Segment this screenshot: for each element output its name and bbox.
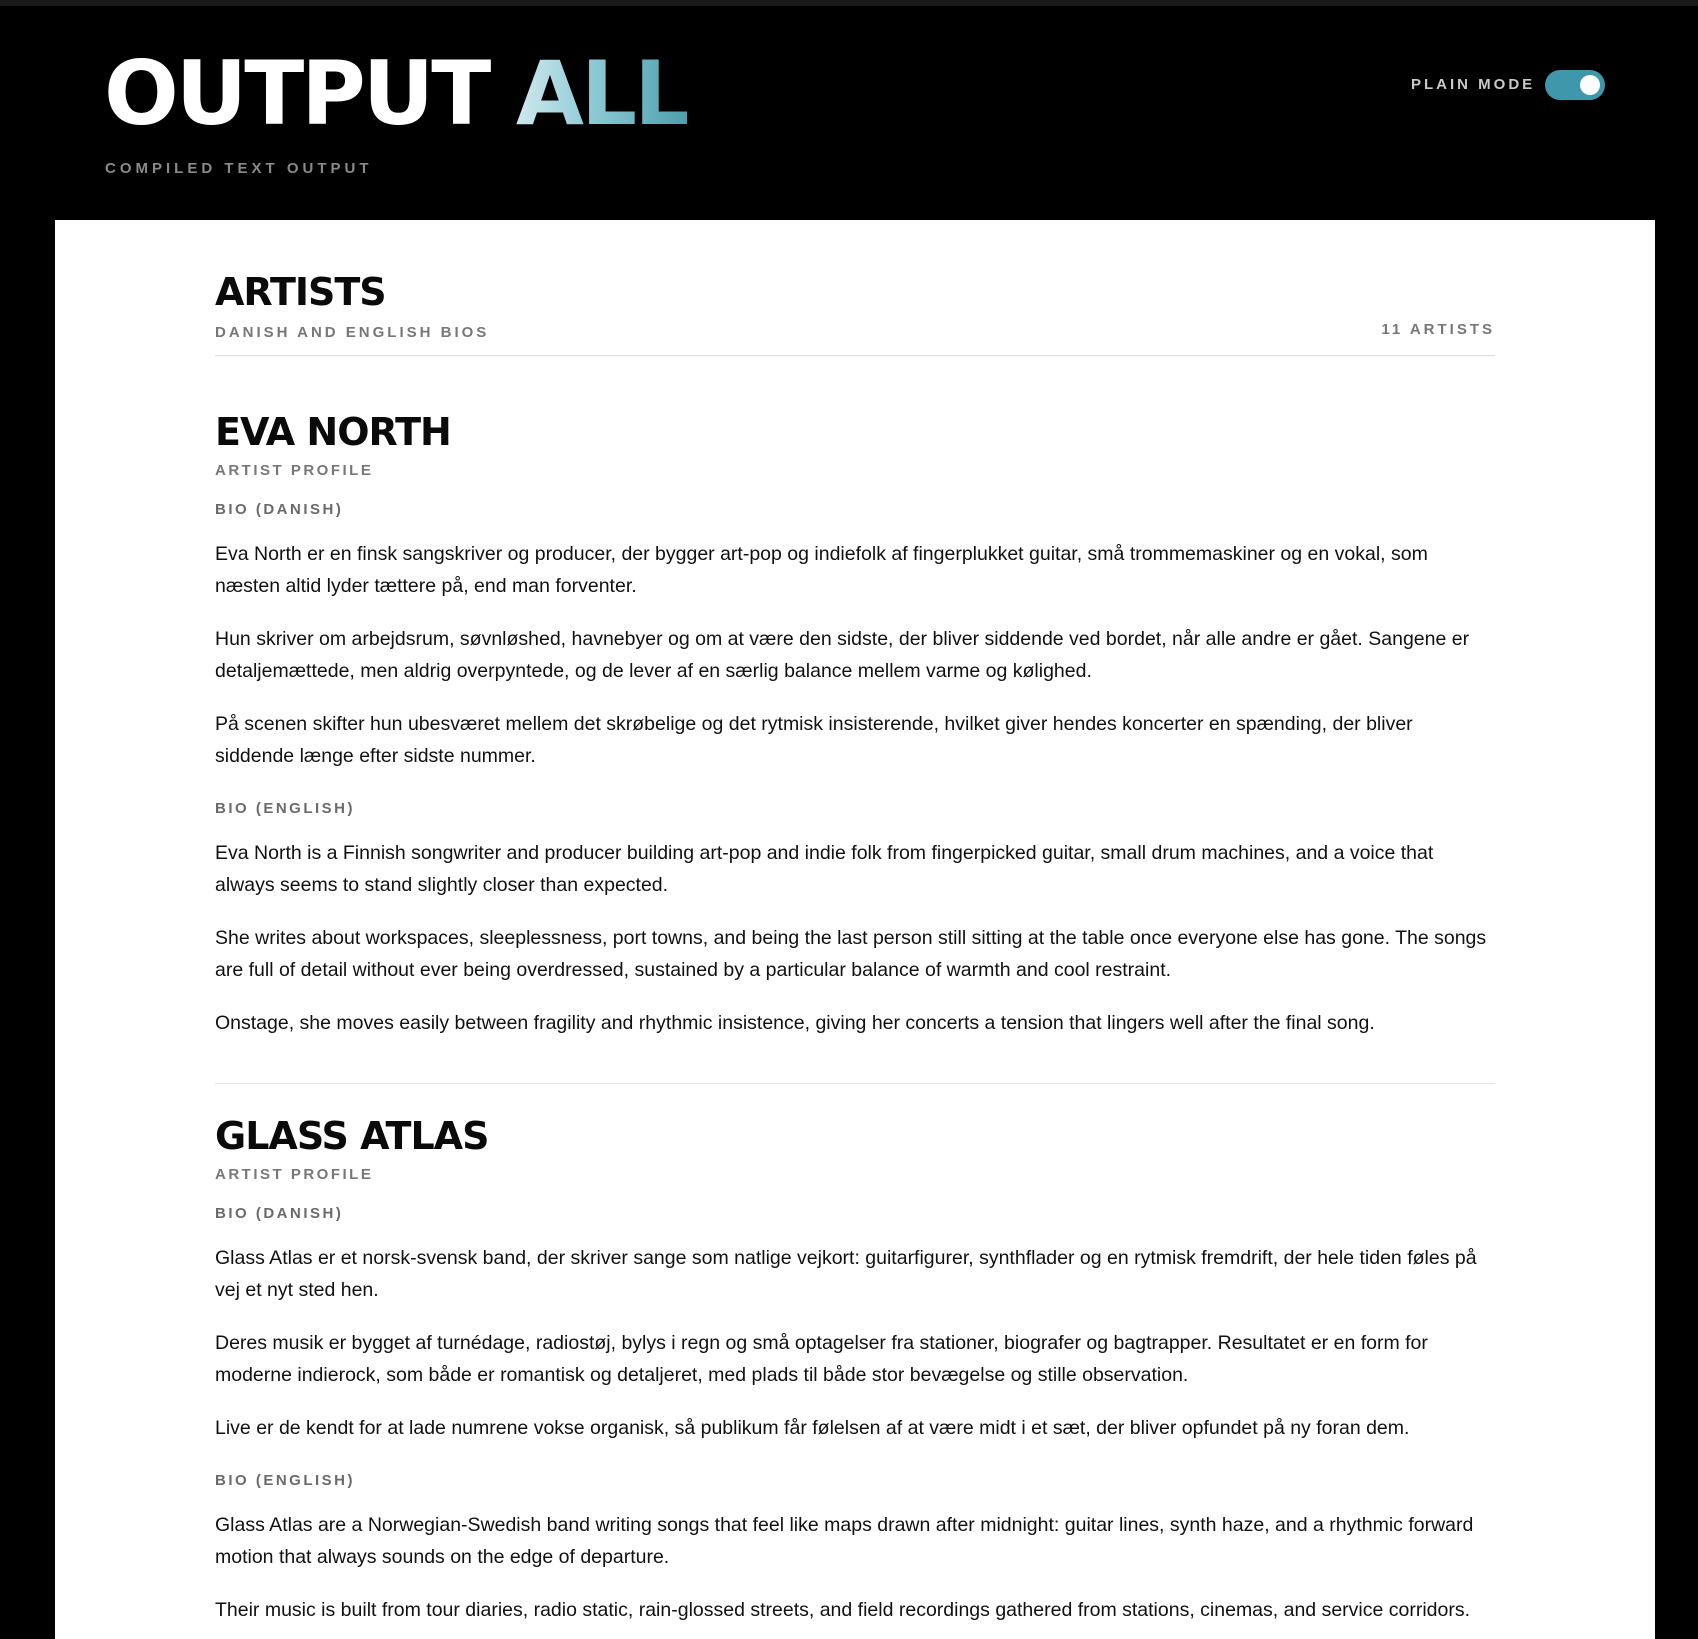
page-subtitle: COMPILED TEXT OUTPUT bbox=[105, 160, 373, 177]
bio-paragraph: Eva North is a Finnish songwriter and producer building art-pop and indie folk from fingerpicked guitar, small drum machines, and a voice that always seems to stand slightly closer than expected. bbox=[215, 842, 1434, 896]
artist-entry bbox=[215, 356, 1495, 1084]
artist-kicker: ARTIST PROFILE bbox=[215, 1166, 374, 1183]
title-part-all: ALL bbox=[515, 42, 688, 145]
section-header bbox=[215, 220, 1495, 356]
bio-paragraph: Glass Atlas er et norsk-svensk band, der skriver sange som natlige vejkort: guitarfigurer, synthflader og en rytmisk fremdrift, der hele tiden føles på vej et nyt sted hen. bbox=[215, 1247, 1477, 1301]
bio-english-label: BIO (ENGLISH) bbox=[215, 1472, 355, 1489]
plain-mode-toggle[interactable] bbox=[1545, 70, 1605, 100]
bio-paragraph: Live er de kendt for at lade numrene vokse organisk, så publikum får følelsen af at være midt i et sæt, der bliver opfundet på ny foran dem. bbox=[215, 1417, 1410, 1439]
bio-paragraph: På scenen skifter hun ubesværet mellem det skrøbelige og det rytmisk insisterende, hvilket giver hendes koncerter en spænding, der bliver siddende længe efter sidste nummer. bbox=[215, 713, 1413, 767]
bio-paragraph: She writes about workspaces, sleeplessness, port towns, and being the last person still sitting at the table once everyone else has gone. The songs are full of detail without ever being overdressed, sustained by a particular balance of warmth and cool restraint. bbox=[215, 927, 1487, 981]
bio-danish-label: BIO (DANISH) bbox=[215, 1205, 344, 1222]
bio-paragraph: Deres musik er bygget af turnédage, radiostøj, bylys i regn og små optagelser fra stationer, biografer og bagtrapper. Resultatet er en form for moderne indierock, som både er romantisk og detaljeret, med plads til både stor bevægelse og stille observation. bbox=[215, 1332, 1428, 1386]
content-panel bbox=[55, 220, 1655, 1639]
bio-paragraph: Hun skriver om arbejdsrum, søvnløshed, havnebyer og om at være den sidste, der bliver siddende ved bordet, når alle andre er gået. Sangene er detaljemættede, men aldrig overpyntede, og de lever af en særlig balance mellem varme og kølighed. bbox=[215, 628, 1470, 682]
artist-name: EVA NORTH bbox=[215, 410, 451, 454]
toggle-knob[interactable] bbox=[1580, 75, 1600, 95]
content-column bbox=[215, 220, 1495, 1639]
page-title bbox=[104, 42, 688, 145]
bio-paragraph: Their music is built from tour diaries, radio static, rain-glossed streets, and field recordings gathered from stations, cinemas, and service corridors. bbox=[215, 1599, 1471, 1621]
artist-count: 11 ARTISTS bbox=[1381, 321, 1495, 338]
artist-kicker: ARTIST PROFILE bbox=[215, 462, 374, 479]
artist-name: GLASS ATLAS bbox=[215, 1114, 489, 1158]
bio-danish-label: BIO (DANISH) bbox=[215, 501, 344, 518]
bio-paragraph: Onstage, she moves easily between fragility and rhythmic insistence, giving her concerts a tension that lingers well after the final song. bbox=[215, 1012, 1375, 1034]
plain-mode-label: PLAIN MODE bbox=[1411, 76, 1536, 93]
bio-english-label: BIO (ENGLISH) bbox=[215, 800, 355, 817]
page-header bbox=[0, 0, 1698, 220]
section-subtitle: DANISH AND ENGLISH BIOS bbox=[215, 324, 490, 341]
bio-paragraph: Glass Atlas are a Norwegian-Swedish band writing songs that feel like maps drawn after midnight: guitar lines, synth haze, and a rhythmic forward motion that always sounds on the edge of departure. bbox=[215, 1514, 1474, 1568]
section-title: ARTISTS bbox=[215, 270, 386, 314]
title-part-output: OUTPUT bbox=[104, 42, 489, 145]
artist-entry bbox=[215, 1084, 1495, 1639]
bio-paragraph: Eva North er en finsk sangskriver og producer, der bygger art-pop og indiefolk af fingerplukket guitar, små trommemaskiner og en vokal, som næsten altid lyder tættere på, end man forventer. bbox=[215, 543, 1428, 597]
